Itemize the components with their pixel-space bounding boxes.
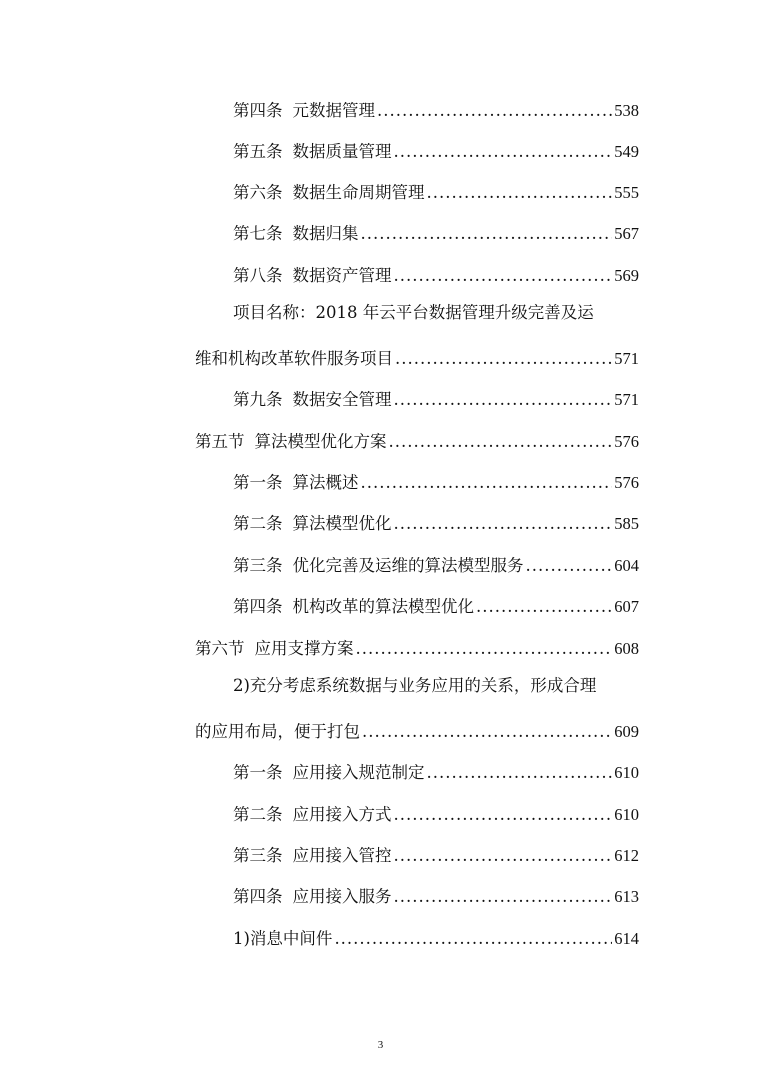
toc-page-number: 607 — [614, 597, 639, 616]
dot-leader — [394, 142, 613, 162]
dot-leader — [394, 514, 613, 534]
toc-entry[interactable] — [233, 842, 639, 866]
dot-leader — [377, 101, 612, 121]
toc-page-number: 571 — [614, 349, 639, 368]
toc-entry-title: 第五条 数据质量管理 — [233, 142, 392, 161]
toc-section-entry[interactable] — [195, 428, 639, 452]
toc-entry[interactable] — [233, 759, 639, 783]
toc-entry[interactable] — [233, 97, 639, 121]
dot-leader — [395, 349, 612, 369]
toc-entry-title: 第四条 元数据管理 — [233, 101, 375, 120]
toc-entry[interactable] — [195, 718, 639, 742]
toc-entry-title: 第七条 数据归集 — [233, 224, 359, 243]
dot-leader — [476, 597, 612, 617]
dot-leader — [362, 722, 612, 742]
toc-entry-title: 第六节 应用支撑方案 — [195, 639, 354, 658]
dot-leader — [334, 929, 612, 949]
toc-entry[interactable] — [233, 220, 639, 244]
toc-entry-title: 第六条 数据生命周期管理 — [233, 183, 425, 202]
toc-entry[interactable] — [233, 469, 639, 493]
toc-entry[interactable] — [233, 801, 639, 825]
dot-leader — [389, 432, 613, 452]
toc-entry[interactable] — [233, 262, 639, 286]
toc-page-number: 576 — [614, 432, 639, 451]
toc-entry[interactable] — [233, 138, 639, 162]
dot-leader — [356, 639, 613, 659]
dot-leader — [427, 183, 613, 203]
toc-page-number: 576 — [614, 473, 639, 492]
dot-leader — [394, 846, 613, 866]
toc-page-number: 612 — [614, 846, 639, 865]
dot-leader — [394, 266, 613, 286]
toc-entry-title: 第三条 优化完善及运维的算法模型服务 — [233, 556, 524, 575]
toc-entry-title: 维和机构改革软件服务项目 — [195, 349, 393, 368]
toc-entry-title: 第一条 算法概述 — [233, 473, 359, 492]
toc-section-entry[interactable] — [195, 635, 639, 659]
toc-page-number: 609 — [614, 722, 639, 741]
toc-page-number: 610 — [614, 805, 639, 824]
toc-entry-title: 第八条 数据资产管理 — [233, 266, 392, 285]
toc-page-number: 608 — [614, 639, 639, 658]
toc-entry[interactable] — [195, 345, 639, 369]
toc-entry-title: 第四条 机构改革的算法模型优化 — [233, 597, 474, 616]
dot-leader — [427, 763, 613, 783]
toc-page-number: 555 — [614, 183, 639, 202]
toc-entry-wrapped-heading[interactable] — [233, 303, 594, 327]
toc-entry-title: 第二条 应用接入方式 — [233, 805, 392, 824]
toc-entry-title: 1)消息中间件 — [233, 929, 333, 948]
toc-page-number: 571 — [614, 390, 639, 409]
toc-entry-title: 第三条 应用接入管控 — [233, 846, 392, 865]
toc-entry-title: 第一条 应用接入规范制定 — [233, 763, 425, 782]
toc-page-number: 604 — [614, 556, 639, 575]
toc-entry[interactable] — [233, 883, 639, 907]
toc-page-number: 549 — [614, 142, 639, 161]
toc-entry[interactable] — [233, 552, 639, 576]
toc-page-number: 569 — [614, 266, 639, 285]
toc-entry-title: 的应用布局，便于打包 — [195, 722, 360, 741]
toc-entry-title: 第五节 算法模型优化方案 — [195, 432, 387, 451]
toc-page-number: 585 — [614, 514, 639, 533]
dot-leader — [361, 224, 613, 244]
toc-entry[interactable] — [233, 925, 639, 949]
toc-entry[interactable] — [233, 593, 639, 617]
toc-entry-wrapped-heading[interactable] — [233, 676, 596, 700]
toc-entry-title: 第二条 算法模型优化 — [233, 514, 392, 533]
toc-entry-title: 项目名称：2018 年云平台数据管理升级完善及运 — [233, 303, 594, 322]
dot-leader — [361, 473, 613, 493]
toc-entry-title: 2)充分考虑系统数据与业务应用的关系，形成合理 — [233, 676, 597, 695]
dot-leader — [394, 805, 613, 825]
dot-leader — [394, 887, 613, 907]
toc-entry-title: 第九条 数据安全管理 — [233, 390, 392, 409]
dot-leader — [526, 556, 613, 576]
toc-page-number: 567 — [614, 224, 639, 243]
toc-page-number: 613 — [614, 887, 639, 906]
toc-entry[interactable] — [233, 510, 639, 534]
page-number: 3 — [377, 1039, 384, 1051]
toc-entry[interactable] — [233, 179, 639, 203]
toc-page-number: 614 — [614, 929, 639, 948]
toc-page-number: 538 — [614, 101, 639, 120]
toc-entry-title: 第四条 应用接入服务 — [233, 887, 392, 906]
dot-leader — [394, 390, 613, 410]
toc-page-number: 610 — [614, 763, 639, 782]
toc-entry[interactable] — [233, 386, 639, 410]
